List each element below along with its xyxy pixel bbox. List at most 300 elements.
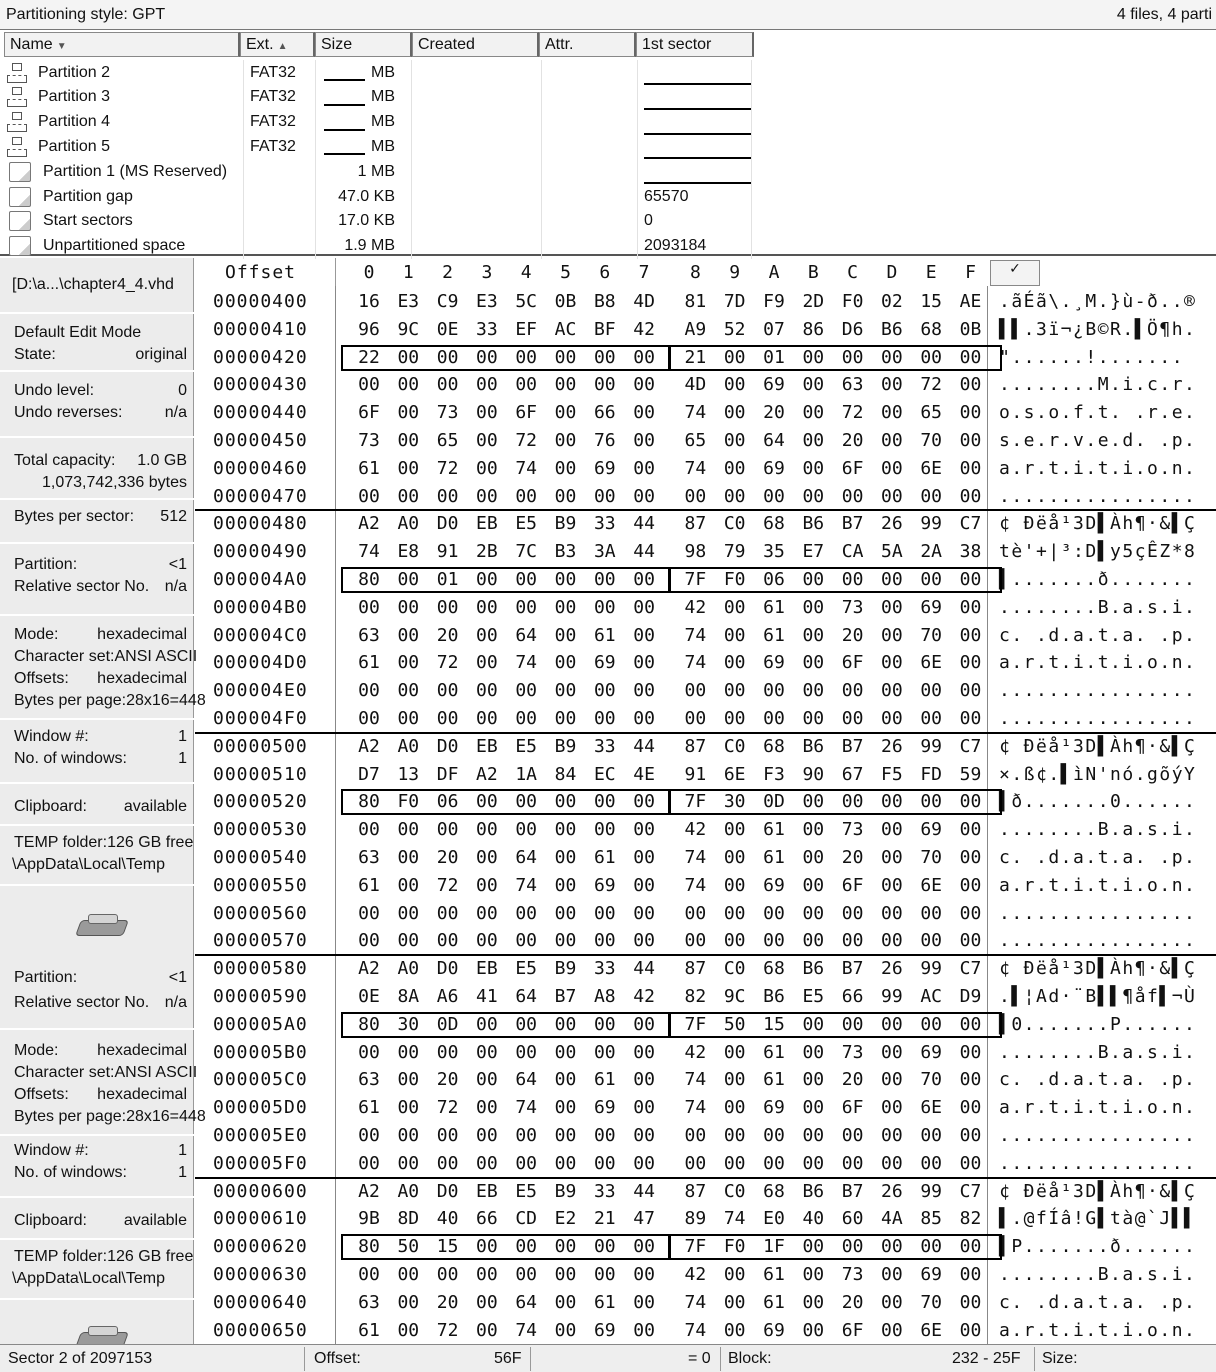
hex-byte[interactable]: 89 bbox=[684, 1208, 707, 1230]
hex-byte[interactable]: 73 bbox=[841, 596, 864, 618]
hex-byte[interactable]: 00 bbox=[593, 680, 616, 702]
hex-row[interactable] bbox=[195, 649, 1216, 677]
ascii-text[interactable]: ................ bbox=[999, 680, 1197, 702]
hex-byte[interactable]: 80 bbox=[358, 569, 380, 590]
hex-byte[interactable]: 00 bbox=[476, 596, 498, 618]
hex-row[interactable] bbox=[195, 510, 1216, 538]
hex-row[interactable] bbox=[195, 872, 1216, 900]
hex-byte[interactable]: 00 bbox=[881, 1125, 903, 1146]
ascii-text[interactable]: .▌¦Ad·¨B▌▌¶åf▌¬Ù bbox=[999, 986, 1197, 1007]
hex-byte[interactable]: 74 bbox=[515, 457, 538, 479]
hex-byte[interactable]: 61 bbox=[763, 1291, 785, 1313]
hex-byte[interactable]: 00 bbox=[476, 902, 498, 924]
hex-byte[interactable]: 69 bbox=[920, 819, 943, 841]
hex-byte[interactable]: 2B bbox=[476, 541, 498, 563]
hex-byte[interactable]: 00 bbox=[763, 930, 785, 952]
hex-byte[interactable]: A2 bbox=[476, 763, 498, 785]
hex-byte[interactable]: 20 bbox=[436, 847, 459, 868]
hex-byte[interactable]: 00 bbox=[881, 1236, 903, 1258]
hex-byte[interactable]: D7 bbox=[358, 763, 380, 785]
hex-byte[interactable]: 42 bbox=[684, 1264, 707, 1285]
hex-byte[interactable]: 00 bbox=[920, 1125, 943, 1146]
hex-byte[interactable]: B7 bbox=[841, 513, 864, 535]
hex-byte[interactable]: 33 bbox=[593, 958, 616, 980]
hex-byte[interactable]: 00 bbox=[959, 847, 982, 868]
hex-byte[interactable]: 00 bbox=[802, 346, 825, 368]
hex-byte[interactable]: 3A bbox=[593, 541, 616, 563]
hex-byte[interactable]: 61 bbox=[763, 1041, 785, 1063]
hex-byte[interactable]: 74 bbox=[515, 1319, 538, 1341]
hex-byte[interactable]: 00 bbox=[881, 819, 903, 841]
hex-byte[interactable]: 21 bbox=[593, 1208, 616, 1230]
hex-byte[interactable]: 00 bbox=[554, 346, 577, 368]
hex-byte[interactable]: 74 bbox=[684, 1097, 707, 1119]
hex-byte[interactable]: 00 bbox=[515, 1264, 538, 1285]
ascii-text[interactable]: ¢ Ðëå¹3D▌Àh¶·&▌Ç bbox=[999, 735, 1197, 757]
hex-byte[interactable]: 00 bbox=[358, 930, 380, 952]
hex-byte[interactable]: A0 bbox=[397, 958, 420, 980]
hex-byte[interactable]: 00 bbox=[881, 1291, 903, 1313]
hex-byte[interactable]: 99 bbox=[920, 513, 943, 535]
hex-byte[interactable]: 00 bbox=[397, 1097, 420, 1119]
hex-byte[interactable]: 33 bbox=[593, 513, 616, 535]
hex-byte[interactable]: 00 bbox=[802, 902, 825, 924]
hex-byte[interactable]: 70 bbox=[920, 624, 943, 646]
column-header-size[interactable]: Size bbox=[315, 32, 412, 57]
hex-byte[interactable]: EB bbox=[476, 735, 498, 757]
hex-byte[interactable]: 74 bbox=[515, 1097, 538, 1119]
hex-byte[interactable]: 00 bbox=[358, 485, 380, 507]
hex-row[interactable] bbox=[195, 566, 1216, 594]
hex-byte[interactable]: 69 bbox=[593, 874, 616, 896]
hex-byte[interactable]: 00 bbox=[593, 1264, 616, 1285]
hex-byte[interactable]: 00 bbox=[397, 1291, 420, 1313]
hex-byte[interactable]: 69 bbox=[593, 1319, 616, 1341]
hex-byte[interactable]: 20 bbox=[436, 624, 459, 646]
hex-byte[interactable]: 73 bbox=[436, 402, 459, 424]
hex-byte[interactable]: 20 bbox=[841, 847, 864, 868]
hex-byte[interactable]: 00 bbox=[881, 624, 903, 646]
hex-byte[interactable]: 00 bbox=[881, 1069, 903, 1091]
hex-byte[interactable]: 00 bbox=[515, 485, 538, 507]
hex-byte[interactable]: 00 bbox=[397, 930, 420, 952]
hex-byte[interactable]: 00 bbox=[841, 930, 864, 952]
ascii-text[interactable]: c. .d.a.t.a. .p. bbox=[999, 1291, 1197, 1313]
hex-byte[interactable]: 00 bbox=[802, 819, 825, 841]
hex-row[interactable] bbox=[195, 733, 1216, 761]
hex-byte[interactable]: 00 bbox=[593, 485, 616, 507]
hex-byte[interactable]: 61 bbox=[763, 1264, 785, 1285]
hex-byte[interactable]: 00 bbox=[959, 680, 982, 702]
hex-byte[interactable]: 64 bbox=[515, 1291, 538, 1313]
hex-byte[interactable]: EB bbox=[476, 958, 498, 980]
hex-byte[interactable]: 00 bbox=[358, 1041, 380, 1063]
hex-byte[interactable]: 00 bbox=[476, 680, 498, 702]
hex-byte[interactable]: 00 bbox=[515, 708, 538, 729]
hex-row[interactable] bbox=[195, 538, 1216, 566]
hex-byte[interactable]: 00 bbox=[633, 652, 655, 674]
hex-byte[interactable]: 00 bbox=[476, 874, 498, 896]
hex-byte[interactable]: E5 bbox=[802, 986, 825, 1007]
hex-byte[interactable]: 00 bbox=[959, 1125, 982, 1146]
hex-byte[interactable]: 64 bbox=[515, 624, 538, 646]
hex-byte[interactable]: 00 bbox=[920, 1013, 943, 1035]
hex-byte[interactable]: 33 bbox=[593, 735, 616, 757]
hex-byte[interactable]: 20 bbox=[841, 624, 864, 646]
hex-byte[interactable]: 00 bbox=[554, 680, 577, 702]
hex-byte[interactable]: 7F bbox=[684, 791, 707, 813]
hex-byte[interactable]: 00 bbox=[476, 1264, 498, 1285]
hex-byte[interactable]: 61 bbox=[358, 652, 380, 674]
ascii-text[interactable]: a.r.t.i.t.i.o.n. bbox=[999, 1319, 1197, 1341]
ascii-text[interactable]: a.r.t.i.t.i.o.n. bbox=[999, 457, 1197, 479]
hex-byte[interactable]: 00 bbox=[476, 791, 498, 813]
hex-byte[interactable]: 00 bbox=[841, 791, 864, 813]
hex-byte[interactable]: 00 bbox=[476, 485, 498, 507]
hex-byte[interactable]: 69 bbox=[763, 1097, 785, 1119]
hex-byte[interactable]: 65 bbox=[920, 402, 943, 424]
hex-byte[interactable]: 44 bbox=[633, 735, 655, 757]
hex-byte[interactable]: 00 bbox=[358, 1264, 380, 1285]
hex-byte[interactable]: 44 bbox=[633, 1180, 655, 1202]
hex-byte[interactable]: 00 bbox=[633, 1236, 655, 1258]
hex-byte[interactable]: 00 bbox=[633, 1264, 655, 1285]
column-header-name[interactable]: Name ▼ bbox=[4, 32, 240, 57]
hex-byte[interactable]: B7 bbox=[841, 735, 864, 757]
hex-byte[interactable]: 00 bbox=[476, 1125, 498, 1146]
hex-byte[interactable]: 6E bbox=[723, 763, 746, 785]
hex-byte[interactable]: 00 bbox=[476, 1097, 498, 1119]
hex-byte[interactable]: 00 bbox=[723, 680, 746, 702]
hex-byte[interactable]: 00 bbox=[802, 1097, 825, 1119]
hex-byte[interactable]: 00 bbox=[436, 819, 459, 841]
hex-byte[interactable]: 00 bbox=[554, 402, 577, 424]
hex-byte[interactable]: 00 bbox=[802, 569, 825, 590]
ascii-text[interactable]: .ãÉã\.¸M.}ù-ð..® bbox=[999, 291, 1197, 312]
hex-byte[interactable]: 00 bbox=[593, 1152, 616, 1174]
hex-byte[interactable]: C7 bbox=[959, 1180, 982, 1202]
file-row[interactable] bbox=[4, 134, 752, 159]
hex-byte[interactable]: 00 bbox=[959, 457, 982, 479]
hex-row[interactable] bbox=[195, 900, 1216, 928]
ascii-text[interactable]: ▌ð.......0...... bbox=[999, 791, 1197, 813]
hex-byte[interactable]: 00 bbox=[397, 485, 420, 507]
hex-byte[interactable]: 00 bbox=[723, 847, 746, 868]
hex-byte[interactable]: 00 bbox=[723, 1152, 746, 1174]
hex-byte[interactable]: 50 bbox=[723, 1013, 746, 1035]
hex-byte[interactable]: 00 bbox=[802, 1152, 825, 1174]
hex-byte[interactable]: 74 bbox=[684, 1319, 707, 1341]
hex-byte[interactable]: 72 bbox=[436, 1319, 459, 1341]
hex-byte[interactable]: B8 bbox=[593, 291, 616, 312]
hex-byte[interactable]: 16 bbox=[358, 291, 380, 312]
hex-byte[interactable]: 00 bbox=[959, 1097, 982, 1119]
hex-byte[interactable]: 00 bbox=[841, 902, 864, 924]
hex-row[interactable] bbox=[195, 983, 1216, 1011]
hex-byte[interactable]: 00 bbox=[554, 1013, 577, 1035]
hex-byte[interactable]: B6 bbox=[763, 986, 785, 1007]
hex-byte[interactable]: 00 bbox=[554, 847, 577, 868]
hex-byte[interactable]: 20 bbox=[436, 1069, 459, 1091]
hex-byte[interactable]: B6 bbox=[802, 735, 825, 757]
hex-byte[interactable]: 87 bbox=[684, 735, 707, 757]
hex-byte[interactable]: 69 bbox=[920, 1041, 943, 1063]
hex-byte[interactable]: 74 bbox=[684, 1291, 707, 1313]
hex-byte[interactable]: 00 bbox=[802, 374, 825, 396]
ascii-text[interactable]: ................ bbox=[999, 1125, 1197, 1146]
hex-byte[interactable]: 00 bbox=[841, 1236, 864, 1258]
hex-byte[interactable]: 00 bbox=[476, 374, 498, 396]
hex-byte[interactable]: 00 bbox=[959, 1041, 982, 1063]
hex-byte[interactable]: F0 bbox=[841, 291, 864, 312]
hex-byte[interactable]: 61 bbox=[593, 1291, 616, 1313]
hex-byte[interactable]: 74 bbox=[684, 652, 707, 674]
hex-byte[interactable]: 01 bbox=[763, 346, 785, 368]
hex-byte[interactable]: 84 bbox=[554, 763, 577, 785]
hex-byte[interactable]: 00 bbox=[881, 485, 903, 507]
hex-byte[interactable]: A2 bbox=[358, 958, 380, 980]
hex-byte[interactable]: 00 bbox=[881, 1097, 903, 1119]
hex-byte[interactable]: 61 bbox=[358, 457, 380, 479]
hex-byte[interactable]: 00 bbox=[515, 596, 538, 618]
hex-byte[interactable]: 00 bbox=[959, 1291, 982, 1313]
ascii-text[interactable]: ................ bbox=[999, 930, 1197, 952]
hex-byte[interactable]: 6E bbox=[920, 457, 943, 479]
hex-byte[interactable]: 00 bbox=[397, 457, 420, 479]
hex-byte[interactable]: E5 bbox=[515, 1180, 538, 1202]
hex-byte[interactable]: 00 bbox=[436, 374, 459, 396]
hex-byte[interactable]: 74 bbox=[684, 624, 707, 646]
column-header-first-sector[interactable]: 1st sector bbox=[636, 32, 754, 57]
hex-byte[interactable]: 60 bbox=[841, 1208, 864, 1230]
hex-byte[interactable]: 74 bbox=[358, 541, 380, 563]
hex-byte[interactable]: 6F bbox=[841, 874, 864, 896]
hex-byte[interactable]: 00 bbox=[515, 791, 538, 813]
hex-byte[interactable]: 00 bbox=[920, 346, 943, 368]
hex-byte[interactable]: 5C bbox=[515, 291, 538, 312]
hex-byte[interactable]: 8A bbox=[397, 986, 420, 1007]
hex-byte[interactable]: 38 bbox=[959, 541, 982, 563]
hex-byte[interactable]: 42 bbox=[633, 986, 655, 1007]
hex-byte[interactable]: 68 bbox=[763, 1180, 785, 1202]
hex-byte[interactable]: F9 bbox=[763, 291, 785, 312]
hex-byte[interactable]: 00 bbox=[920, 708, 943, 729]
hex-byte[interactable]: 00 bbox=[920, 930, 943, 952]
hex-byte[interactable]: 00 bbox=[959, 1069, 982, 1091]
hex-byte[interactable]: 20 bbox=[841, 1069, 864, 1091]
hex-byte[interactable]: 00 bbox=[723, 708, 746, 729]
hex-byte[interactable]: 00 bbox=[881, 902, 903, 924]
hex-byte[interactable]: 15 bbox=[436, 1236, 459, 1258]
hex-byte[interactable]: 00 bbox=[802, 1013, 825, 1035]
hex-byte[interactable]: 00 bbox=[633, 847, 655, 868]
ascii-text[interactable]: ▌.@fÍâ!G▌tà@`J▌▌ bbox=[999, 1208, 1197, 1230]
hex-byte[interactable]: 00 bbox=[633, 874, 655, 896]
hex-byte[interactable]: 00 bbox=[515, 569, 538, 590]
file-row[interactable] bbox=[4, 60, 752, 85]
hex-byte[interactable]: 42 bbox=[684, 819, 707, 841]
hex-byte[interactable]: B7 bbox=[841, 1180, 864, 1202]
hex-byte[interactable]: 73 bbox=[841, 1041, 864, 1063]
hex-byte[interactable]: E5 bbox=[515, 735, 538, 757]
hex-byte[interactable]: 00 bbox=[881, 652, 903, 674]
hex-byte[interactable]: 00 bbox=[554, 819, 577, 841]
hex-byte[interactable]: 66 bbox=[593, 402, 616, 424]
hex-byte[interactable]: 02 bbox=[881, 291, 903, 312]
hex-byte[interactable]: 00 bbox=[959, 402, 982, 424]
hex-byte[interactable]: E5 bbox=[515, 513, 538, 535]
hex-byte[interactable]: BF bbox=[593, 318, 616, 340]
hex-byte[interactable]: 00 bbox=[476, 847, 498, 868]
hex-byte[interactable]: 26 bbox=[881, 1180, 903, 1202]
hex-row[interactable] bbox=[195, 399, 1216, 427]
hex-byte[interactable]: 00 bbox=[554, 430, 577, 451]
hex-byte[interactable]: 00 bbox=[397, 819, 420, 841]
hex-byte[interactable]: 00 bbox=[920, 680, 943, 702]
hex-byte[interactable]: 74 bbox=[515, 652, 538, 674]
hex-byte[interactable]: 00 bbox=[397, 1069, 420, 1091]
hex-byte[interactable]: 00 bbox=[436, 1041, 459, 1063]
hex-byte[interactable]: 00 bbox=[920, 1152, 943, 1174]
hex-byte[interactable]: 00 bbox=[593, 1041, 616, 1063]
hex-byte[interactable]: 6F bbox=[841, 1097, 864, 1119]
hex-byte[interactable]: 00 bbox=[633, 1097, 655, 1119]
hex-byte[interactable]: 00 bbox=[633, 1125, 655, 1146]
hex-byte[interactable]: 00 bbox=[554, 1264, 577, 1285]
hex-byte[interactable]: 00 bbox=[554, 930, 577, 952]
hex-byte[interactable]: 00 bbox=[723, 1041, 746, 1063]
hex-byte[interactable]: 00 bbox=[959, 430, 982, 451]
hex-row[interactable] bbox=[195, 1150, 1216, 1178]
hex-byte[interactable]: 00 bbox=[476, 652, 498, 674]
ascii-text[interactable]: ........B.a.s.i. bbox=[999, 1041, 1197, 1063]
hex-byte[interactable]: 61 bbox=[358, 1097, 380, 1119]
hex-byte[interactable]: 00 bbox=[358, 374, 380, 396]
hex-row[interactable] bbox=[195, 1205, 1216, 1233]
hex-byte[interactable]: 40 bbox=[802, 1208, 825, 1230]
hex-byte[interactable]: 00 bbox=[397, 596, 420, 618]
hex-byte[interactable]: AC bbox=[554, 318, 577, 340]
hex-byte[interactable]: 00 bbox=[633, 402, 655, 424]
hex-byte[interactable]: 82 bbox=[959, 1208, 982, 1230]
ascii-text[interactable]: c. .d.a.t.a. .p. bbox=[999, 847, 1197, 868]
hex-byte[interactable]: 00 bbox=[554, 1069, 577, 1091]
ascii-text[interactable]: ¢ Ðëå¹3D▌Àh¶·&▌Ç bbox=[999, 958, 1197, 980]
hex-byte[interactable]: 00 bbox=[633, 569, 655, 590]
file-row[interactable] bbox=[4, 184, 752, 209]
hex-byte[interactable]: 00 bbox=[763, 485, 785, 507]
hex-byte[interactable]: 2D bbox=[802, 291, 825, 312]
hex-row[interactable] bbox=[195, 955, 1216, 983]
hex-byte[interactable]: 00 bbox=[633, 1319, 655, 1341]
hex-byte[interactable]: 00 bbox=[959, 596, 982, 618]
hex-byte[interactable]: 00 bbox=[881, 874, 903, 896]
hex-byte[interactable]: A0 bbox=[397, 1180, 420, 1202]
hex-byte[interactable]: 00 bbox=[959, 1264, 982, 1285]
hex-byte[interactable]: 00 bbox=[633, 791, 655, 813]
hex-byte[interactable]: 00 bbox=[436, 902, 459, 924]
ascii-text[interactable]: c. .d.a.t.a. .p. bbox=[999, 1069, 1197, 1091]
hex-byte[interactable]: 00 bbox=[593, 1013, 616, 1035]
hex-row[interactable] bbox=[195, 427, 1216, 455]
hex-byte[interactable]: 87 bbox=[684, 1180, 707, 1202]
hex-byte[interactable]: 1A bbox=[515, 763, 538, 785]
hex-byte[interactable]: 00 bbox=[920, 791, 943, 813]
hex-byte[interactable]: 00 bbox=[841, 1125, 864, 1146]
hex-byte[interactable]: 69 bbox=[763, 457, 785, 479]
hex-byte[interactable]: 00 bbox=[881, 1264, 903, 1285]
hex-byte[interactable]: 65 bbox=[684, 430, 707, 451]
hex-byte[interactable]: 66 bbox=[476, 1208, 498, 1230]
hex-byte[interactable]: 00 bbox=[436, 1264, 459, 1285]
hex-byte[interactable]: F5 bbox=[881, 763, 903, 785]
hex-byte[interactable]: 00 bbox=[920, 902, 943, 924]
hex-byte[interactable]: 72 bbox=[436, 457, 459, 479]
hex-byte[interactable]: 0B bbox=[959, 318, 982, 340]
hex-byte[interactable]: 00 bbox=[397, 430, 420, 451]
hex-row[interactable] bbox=[195, 455, 1216, 483]
hex-byte[interactable]: 40 bbox=[436, 1208, 459, 1230]
hex-byte[interactable]: 00 bbox=[959, 1236, 982, 1258]
hex-byte[interactable]: 70 bbox=[920, 847, 943, 868]
hex-byte[interactable]: 72 bbox=[436, 652, 459, 674]
hex-byte[interactable]: F0 bbox=[723, 569, 746, 590]
hex-byte[interactable]: 7F bbox=[684, 1236, 707, 1258]
hex-byte[interactable]: 59 bbox=[959, 763, 982, 785]
hex-byte[interactable]: 00 bbox=[397, 1041, 420, 1063]
hex-byte[interactable]: 00 bbox=[959, 708, 982, 729]
hex-byte[interactable]: 00 bbox=[684, 930, 707, 952]
hex-byte[interactable]: 20 bbox=[763, 402, 785, 424]
hex-byte[interactable]: C0 bbox=[723, 1180, 746, 1202]
hex-byte[interactable]: 5A bbox=[881, 541, 903, 563]
hex-byte[interactable]: 00 bbox=[633, 457, 655, 479]
hex-byte[interactable]: 00 bbox=[515, 902, 538, 924]
hex-byte[interactable]: 74 bbox=[684, 874, 707, 896]
hex-byte[interactable]: 00 bbox=[723, 457, 746, 479]
hex-byte[interactable]: 00 bbox=[476, 1013, 498, 1035]
hex-byte[interactable]: B6 bbox=[802, 958, 825, 980]
hex-byte[interactable]: EC bbox=[593, 763, 616, 785]
hex-byte[interactable]: 00 bbox=[959, 374, 982, 396]
hex-byte[interactable]: B6 bbox=[881, 318, 903, 340]
hex-byte[interactable]: 00 bbox=[802, 930, 825, 952]
hex-byte[interactable]: 00 bbox=[593, 819, 616, 841]
hex-byte[interactable]: 00 bbox=[476, 569, 498, 590]
hex-byte[interactable]: 00 bbox=[476, 624, 498, 646]
hex-byte[interactable]: 00 bbox=[515, 1125, 538, 1146]
hex-byte[interactable]: B6 bbox=[802, 513, 825, 535]
hex-byte[interactable]: 00 bbox=[476, 402, 498, 424]
ascii-text[interactable]: ................ bbox=[999, 485, 1197, 507]
hex-byte[interactable]: A0 bbox=[397, 735, 420, 757]
hex-byte[interactable]: 0D bbox=[436, 1013, 459, 1035]
hex-byte[interactable]: 00 bbox=[881, 1152, 903, 1174]
hex-byte[interactable]: 00 bbox=[633, 819, 655, 841]
column-header-attr[interactable]: Attr. bbox=[539, 32, 636, 57]
hex-byte[interactable]: 00 bbox=[723, 930, 746, 952]
hex-byte[interactable]: 00 bbox=[959, 791, 982, 813]
hex-byte[interactable]: 91 bbox=[684, 763, 707, 785]
ascii-text[interactable]: ........B.a.s.i. bbox=[999, 596, 1197, 618]
hex-row[interactable] bbox=[195, 344, 1216, 372]
hex-row[interactable] bbox=[195, 677, 1216, 705]
hex-byte[interactable]: E7 bbox=[802, 541, 825, 563]
hex-byte[interactable]: 63 bbox=[358, 847, 380, 868]
hex-byte[interactable]: 00 bbox=[802, 1041, 825, 1063]
hex-byte[interactable]: 00 bbox=[881, 791, 903, 813]
hex-byte[interactable]: 00 bbox=[802, 1069, 825, 1091]
